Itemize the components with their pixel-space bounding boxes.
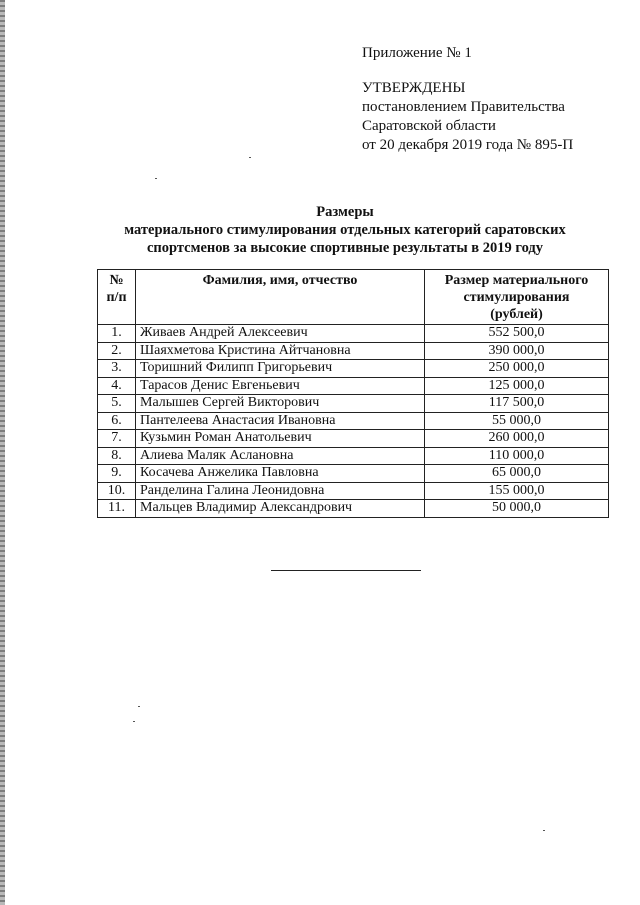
row-amount: 65 000,0 <box>425 465 609 483</box>
row-amount: 110 000,0 <box>425 447 609 465</box>
row-amount: 260 000,0 <box>425 430 609 448</box>
table-row <box>98 342 609 360</box>
title-line: материального стимулирования отдельных категорий саратовских <box>124 222 566 238</box>
header-amount-line: стимулирования <box>463 290 570 305</box>
table-header-row <box>98 270 609 325</box>
approved-line: постановлением Правительства <box>362 99 565 115</box>
approved-line: от 20 декабря 2019 года № 895-П <box>362 137 574 153</box>
awards-table <box>97 269 609 518</box>
row-name: Торишний Филипп Григорьевич <box>136 360 425 378</box>
scan-speck <box>249 157 251 158</box>
approval-header <box>362 44 632 155</box>
row-num: 9. <box>98 465 136 483</box>
title-line: Размеры <box>316 204 374 220</box>
table-row <box>98 500 609 518</box>
row-name: Шаяхметова Кристина Айтчановна <box>136 342 425 360</box>
scan-edge <box>0 0 5 905</box>
row-amount: 50 000,0 <box>425 500 609 518</box>
row-num: 7. <box>98 430 136 448</box>
scan-speck <box>543 830 545 831</box>
table-row <box>98 325 609 343</box>
row-amount: 125 000,0 <box>425 377 609 395</box>
row-num: 10. <box>98 482 136 500</box>
document-title <box>60 203 630 257</box>
header-name: Фамилия, имя, отчество <box>136 270 425 325</box>
row-name: Живаев Андрей Алексеевич <box>136 325 425 343</box>
scan-speck <box>133 721 135 722</box>
row-name: Тарасов Денис Евгеньевич <box>136 377 425 395</box>
table-row <box>98 430 609 448</box>
row-num: 2. <box>98 342 136 360</box>
header-num <box>98 270 136 325</box>
header-amount <box>425 270 609 325</box>
row-num: 6. <box>98 412 136 430</box>
row-name: Косачева Анжелика Павловна <box>136 465 425 483</box>
row-amount: 552 500,0 <box>425 325 609 343</box>
closing-separator-line <box>271 570 421 571</box>
table-row <box>98 395 609 413</box>
row-num: 1. <box>98 325 136 343</box>
title-line: спортсменов за высокие спортивные результаты в 2019 году <box>146 240 544 256</box>
scan-speck <box>138 706 140 707</box>
row-name: Ранделина Галина Леонидовна <box>136 482 425 500</box>
row-name: Мальцев Владимир Александрович <box>136 500 425 518</box>
header-num-line: п/п <box>106 290 127 305</box>
row-num: 5. <box>98 395 136 413</box>
row-amount: 250 000,0 <box>425 360 609 378</box>
row-num: 4. <box>98 377 136 395</box>
row-name: Пантелеева Анастасия Ивановна <box>136 412 425 430</box>
table-row <box>98 447 609 465</box>
scan-speck <box>155 178 157 179</box>
table-row <box>98 412 609 430</box>
row-amount: 55 000,0 <box>425 412 609 430</box>
row-amount: 117 500,0 <box>425 395 609 413</box>
row-name: Алиева Маляк Аслановна <box>136 447 425 465</box>
row-amount: 390 000,0 <box>425 342 609 360</box>
table-row <box>98 360 609 378</box>
row-num: 8. <box>98 447 136 465</box>
row-num: 11. <box>98 500 136 518</box>
appendix-label: Приложение № 1 <box>362 45 472 61</box>
row-name: Кузьмин Роман Анатольевич <box>136 430 425 448</box>
table-row <box>98 482 609 500</box>
row-num: 3. <box>98 360 136 378</box>
header-amount-line: Размер материального <box>444 273 589 288</box>
row-amount: 155 000,0 <box>425 482 609 500</box>
row-name: Малышев Сергей Викторович <box>136 395 425 413</box>
table-row <box>98 377 609 395</box>
header-num-line: № <box>109 273 124 288</box>
approved-line: УТВЕРЖДЕНЫ <box>362 80 466 96</box>
table-row <box>98 465 609 483</box>
header-amount-line: (рублей) <box>490 307 543 322</box>
approved-line: Саратовской области <box>362 118 496 134</box>
